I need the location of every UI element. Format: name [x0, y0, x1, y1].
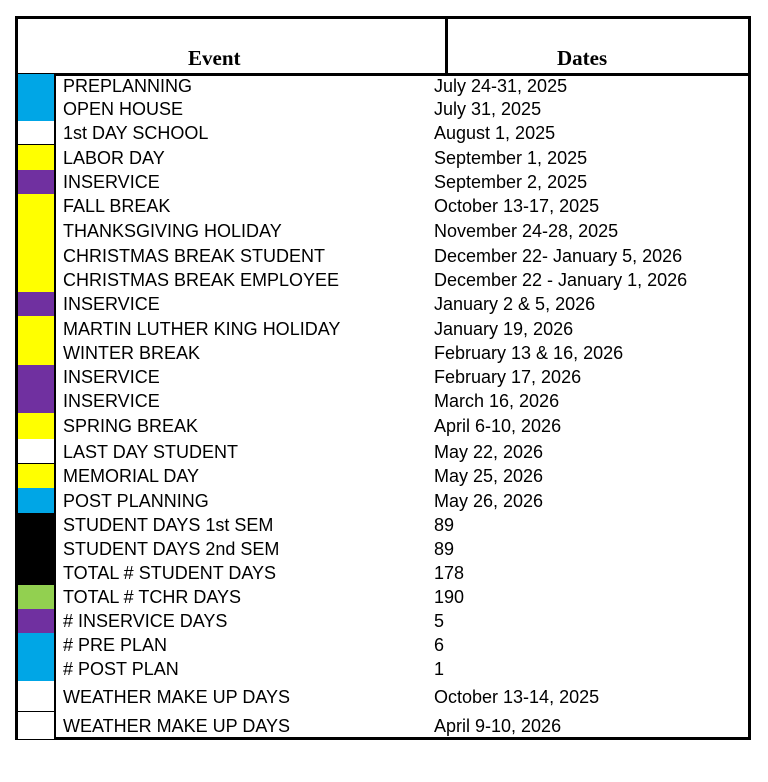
event-name: CHRISTMAS BREAK EMPLOYEE: [63, 270, 340, 290]
row-color-swatch: [18, 218, 56, 244]
event-name: OPEN HOUSE: [63, 99, 184, 119]
row-color-swatch: [18, 561, 56, 585]
row-color-swatch: [18, 464, 56, 488]
event-dates: February 13 & 16, 2026: [434, 343, 624, 363]
event-name: THANKSGIVING HOLIDAY: [63, 221, 282, 241]
event-dates: October 13-17, 2025: [434, 196, 600, 216]
row-color-swatch: [18, 145, 56, 170]
event-name: # PRE PLAN: [63, 635, 168, 655]
event-name: POST PLANNING: [63, 491, 209, 511]
event-dates: December 22 - January 1, 2026: [434, 270, 688, 290]
row-color-swatch: [18, 194, 56, 218]
row-color-swatch: [18, 244, 56, 268]
event-name: WEATHER MAKE UP DAYS: [63, 687, 291, 707]
event-name: WINTER BREAK: [63, 343, 201, 363]
event-name: MARTIN LUTHER KING HOLIDAY: [63, 319, 341, 339]
event-dates: March 16, 2026: [434, 391, 560, 411]
row-color-swatch: [18, 681, 56, 712]
row-color-swatch: [18, 389, 56, 413]
event-dates: 6: [434, 635, 445, 655]
event-dates: 89: [434, 539, 455, 559]
row-color-swatch: [18, 712, 56, 740]
row-color-swatch: [18, 97, 56, 121]
row-color-swatch: [18, 292, 56, 316]
row-color-swatch: [18, 341, 56, 365]
event-name: # POST PLAN: [63, 659, 179, 679]
row-color-swatch: [18, 657, 56, 681]
event-dates: April 9-10, 2026: [434, 716, 562, 736]
header-divider: [445, 19, 448, 76]
row-color-swatch: [18, 365, 56, 389]
event-dates: 1: [434, 659, 445, 679]
event-dates: December 22- January 5, 2026: [434, 246, 683, 266]
event-dates: 190: [434, 587, 465, 607]
event-dates: 178: [434, 563, 465, 583]
event-dates: July 31, 2025: [434, 99, 542, 119]
row-color-swatch: [18, 170, 56, 194]
row-color-swatch: [18, 537, 56, 561]
event-dates: 89: [434, 515, 455, 535]
event-name: INSERVICE: [63, 172, 160, 192]
calendar-table: [15, 16, 751, 740]
event-name: CHRISTMAS BREAK STUDENT: [63, 246, 326, 266]
event-dates: February 17, 2026: [434, 367, 582, 387]
event-dates: August 1, 2025: [434, 123, 556, 143]
event-dates: May 22, 2026: [434, 442, 544, 462]
event-name: TOTAL # STUDENT DAYS: [63, 563, 277, 583]
row-color-swatch: [18, 609, 56, 633]
event-name: LAST DAY STUDENT: [63, 442, 239, 462]
row-color-swatch: [18, 268, 56, 292]
dates-column-header: Dates: [557, 46, 608, 70]
event-name: MEMORIAL DAY: [63, 466, 200, 486]
event-name: PREPLANNING: [63, 76, 193, 96]
event-name: INSERVICE: [63, 367, 160, 387]
event-name: INSERVICE: [63, 294, 160, 314]
event-name: STUDENT DAYS 1st SEM: [63, 515, 274, 535]
event-name: # INSERVICE DAYS: [63, 611, 228, 631]
row-color-swatch: [18, 74, 56, 97]
event-dates: May 26, 2026: [434, 491, 544, 511]
event-name: WEATHER MAKE UP DAYS: [63, 716, 291, 736]
event-name: 1st DAY SCHOOL: [63, 123, 209, 143]
row-color-swatch: [18, 633, 56, 657]
event-dates: September 1, 2025: [434, 148, 588, 168]
row-color-swatch: [18, 513, 56, 537]
event-name: INSERVICE: [63, 391, 160, 411]
event-dates: January 19, 2026: [434, 319, 574, 339]
event-column-header: Event: [188, 46, 241, 70]
event-name: STUDENT DAYS 2nd SEM: [63, 539, 280, 559]
row-color-swatch: [18, 413, 56, 439]
row-color-swatch: [18, 316, 56, 341]
event-dates: May 25, 2026: [434, 466, 544, 486]
row-color-swatch: [18, 488, 56, 513]
event-name: LABOR DAY: [63, 148, 165, 168]
event-name: SPRING BREAK: [63, 416, 199, 436]
event-name: FALL BREAK: [63, 196, 171, 216]
row-color-swatch: [18, 121, 56, 145]
row-color-swatch: [18, 439, 56, 464]
event-dates: October 13-14, 2025: [434, 687, 600, 707]
event-name: TOTAL # TCHR DAYS: [63, 587, 242, 607]
event-dates: 5: [434, 611, 445, 631]
event-dates: January 2 & 5, 2026: [434, 294, 596, 314]
event-dates: April 6-10, 2026: [434, 416, 562, 436]
event-dates: July 24-31, 2025: [434, 76, 568, 96]
row-color-swatch: [18, 585, 56, 609]
event-dates: November 24-28, 2025: [434, 221, 619, 241]
event-dates: September 2, 2025: [434, 172, 588, 192]
